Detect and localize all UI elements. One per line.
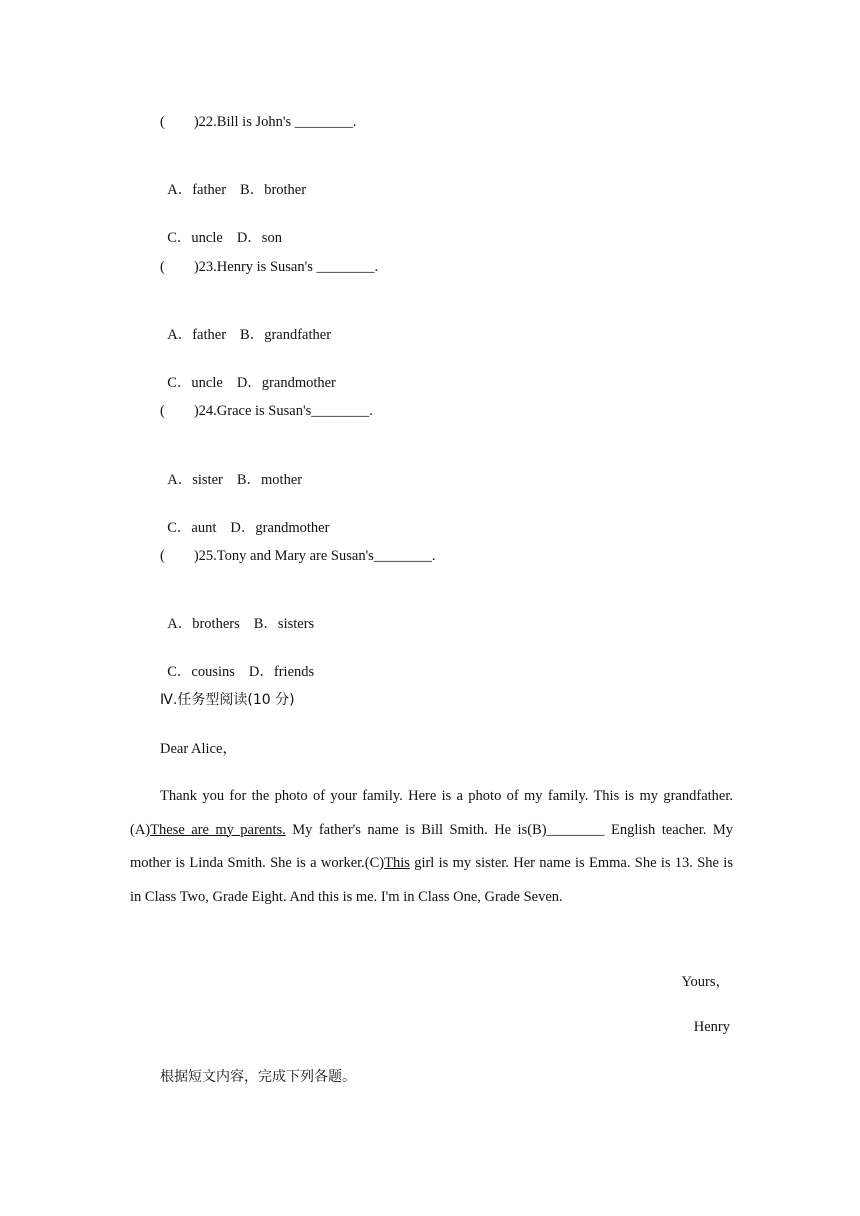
letter-body-part2: My father's name is Bill Smith. He is(B)________ English teacher. My mother is Linda Smith. She is a worker.(C) <box>130 821 733 871</box>
option-d: D．grandmother <box>236 375 336 391</box>
option-a: A．father <box>167 327 227 343</box>
option-c: C．aunt <box>167 520 217 536</box>
question-23-options-row1 <box>160 305 331 345</box>
question-22-stem: ( )22.Bill is John's ________. <box>160 114 357 130</box>
letter-body <box>130 780 733 914</box>
option-a: A．sister <box>167 472 223 488</box>
underlined-word-c: This <box>384 855 410 871</box>
task-instruction: 根据短文内容，完成下列各题。 <box>160 1069 356 1085</box>
option-d: D．friends <box>248 664 315 680</box>
option-c: C．uncle <box>167 375 223 391</box>
question-25-stem: ( )25.Tony and Mary are Susan's________. <box>160 548 436 564</box>
option-c: C．uncle <box>167 230 223 246</box>
option-d: D．grandmother <box>230 520 330 536</box>
option-b: B．mother <box>236 472 303 488</box>
letter-body-part1: Thank you for the photo of your family. Here is a photo of my family. This is my grandfather.(A) <box>130 788 733 838</box>
question-24-stem: ( )24.Grace is Susan's________. <box>160 403 373 419</box>
letter-body-part3: girl is my sister. Her name is Emma. She is 13. She is in Class Two, Grade Eight. And this is me. I'm in Class One, Grade Seven. <box>130 855 733 905</box>
letter-signature: Henry <box>693 1019 730 1035</box>
question-22-options-row2 <box>160 208 282 248</box>
question-24-options-row1 <box>160 450 302 490</box>
section-heading: Ⅳ.任务型阅读(10 分) <box>160 692 295 708</box>
question-25-options-row1 <box>160 594 314 634</box>
option-d: D．son <box>236 230 282 246</box>
option-c: C．cousins <box>167 664 235 680</box>
option-b: B．sisters <box>253 616 315 632</box>
question-24-options-row2 <box>160 498 329 538</box>
question-23-options-row2 <box>160 353 336 393</box>
letter-closing: Yours， <box>681 974 730 990</box>
option-b: B．brother <box>240 182 307 198</box>
question-22-options-row1 <box>160 160 306 200</box>
question-23-stem: ( )23.Henry is Susan's ________. <box>160 259 379 275</box>
option-a: A．brothers <box>167 616 240 632</box>
option-a: A．father <box>167 182 227 198</box>
option-b: B．grandfather <box>240 327 332 343</box>
letter-salutation: Dear Alice， <box>160 741 237 757</box>
underlined-sentence-a: These are my parents. <box>150 821 286 838</box>
question-25-options-row2 <box>160 642 314 682</box>
